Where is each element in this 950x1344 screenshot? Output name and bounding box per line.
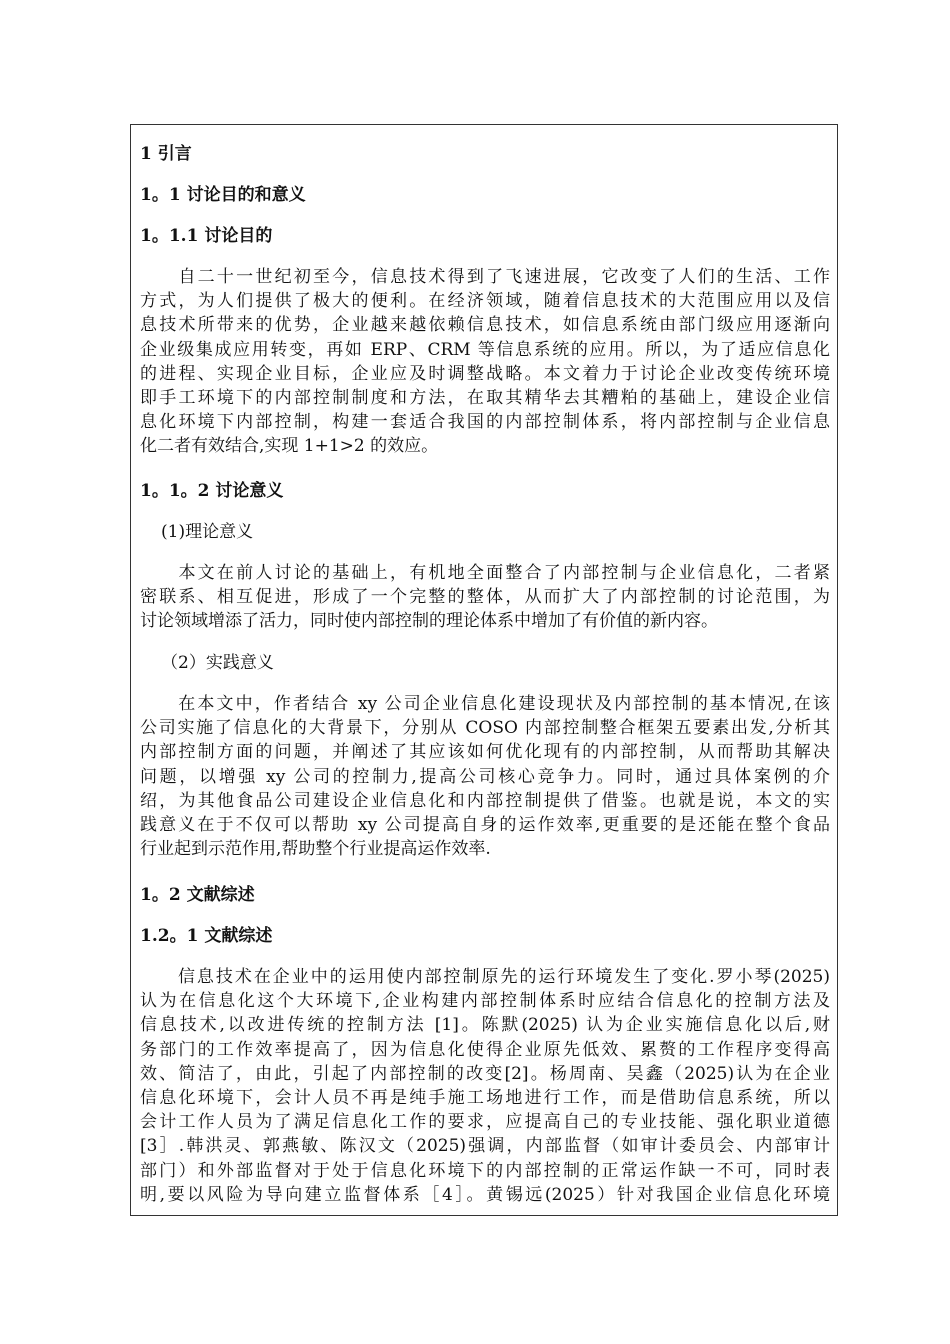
paragraph-line: 讨论领域增添了活力，同时使内部控制的理论体系中增加了有价值的新内容。	[140, 611, 718, 632]
paragraph-line: 化二者有效结合,实现 1+1>2 的效应。	[140, 436, 439, 457]
paragraph-line: 本文在前人讨论的基础上，有机地全面整合了内部控制与企业信息化，二者紧	[140, 563, 830, 583]
paragraph-line: 信息技术在企业中的运用使内部控制原先的运行环境发生了变化.罗小琴(2025)	[140, 967, 830, 987]
paragraph-line: 效、简洁了，由此，引起了内部控制的改变[2]。杨周南、吴鑫（2025)认为在企业	[140, 1063, 830, 1084]
paragraph-line: 践意义在于不仅可以帮助 xy 公司提高自身的运作效率,更重要的是还能在整个食品	[140, 815, 830, 836]
paragraph-line: 行业起到示范作用,帮助整个行业提高运作效率.	[140, 839, 491, 860]
paragraph-line: 部门）和外部监督对于处于信息化环境下的内部控制的正常运作缺一不可，同时表	[140, 1160, 830, 1181]
paragraph-line: 明,要以风险为导向建立监督体系［4］。黄锡远(2025）针对我国企业信息化环境	[140, 1184, 830, 1205]
paragraph-practice	[140, 692, 830, 861]
paragraph-line: 信息技术,以改进传统的控制方法 [1]。陈默(2025) 认为企业实施信息化以后,财	[140, 1015, 830, 1036]
paragraph-theory	[140, 561, 830, 634]
paragraph-line: 密联系、相互促进，形成了一个完整的整体，从而扩大了内部控制的讨论范围，为	[140, 587, 830, 608]
paragraph-line: 务部门的工作效率提高了，因为信息化使得企业原先低效、累赘的工作程序变得高	[140, 1039, 830, 1060]
heading-1-1-2-significance: 1。1。2 讨论意义	[140, 481, 284, 501]
document-frame	[130, 124, 838, 1216]
paragraph-review	[140, 965, 830, 1207]
paragraph-line: 公司实施了信息化的大背景下，分别从 COSO 内部控制整合框架五要素出发,分析其	[140, 718, 830, 739]
heading-1-2-1-literature-review: 1.2。1 文献综述	[140, 926, 273, 946]
paragraph-line: 方式，为人们提供了极大的便利。在经济领域，随着信息技术的大范围应用以及信	[140, 291, 830, 312]
paragraph-line: 内部控制方面的问题，并阐述了其应该如何优化现有的内部控制，从而帮助其解决	[140, 742, 830, 763]
paragraph-line: 息化环境下内部控制，构建一套适合我国的内部控制体系，将内部控制与企业信息	[140, 412, 830, 433]
paragraph-line: [3］.韩洪灵、郭燕敏、陈汉文（2025)强调，内部监督（如审计委员会、内部审计	[140, 1136, 830, 1157]
heading-1-2-literature-review: 1。2 文献综述	[140, 885, 255, 905]
heading-1-1-purpose-significance: 1。1 讨论目的和意义	[140, 185, 306, 205]
paragraph-line: 即手工环境下的内部控制制度和方法，在取其精华去其糟粕的基础上，建设企业信	[140, 388, 830, 409]
paragraph-line: 认为在信息化这个大环境下,企业构建内部控制体系时应结合信息化的控制方法及	[140, 991, 830, 1012]
paragraph-line: 息技术所带来的优势，企业越来越依赖信息技术，如信息系统由部门级应用逐渐向	[140, 315, 830, 336]
paragraph-line: 企业级集成应用转变，再如 ERP、CRM 等信息系统的应用。所以，为了适应信息化	[140, 339, 830, 360]
subheading-theory: (1)理论意义	[161, 522, 254, 542]
paragraph-line: 会计工作人员为了满足信息化工作的要求，应提高自己的专业技能、强化职业道德	[140, 1112, 830, 1133]
subheading-practice: （2）实践意义	[161, 653, 274, 673]
paragraph-line: 绍，为其他食品公司建设企业信息化和内部控制提供了借鉴。也就是说，本文的实	[140, 790, 830, 811]
paragraph-line: 在本文中，作者结合 xy 公司企业信息化建设现状及内部控制的基本情况,在该	[140, 694, 830, 714]
paragraph-line: 问题，以增强 xy 公司的控制力,提高公司核心竞争力。同时，通过具体案例的介	[140, 766, 830, 787]
paragraph-purpose	[140, 265, 830, 459]
heading-1-1-1-purpose: 1。1.1 讨论目的	[140, 226, 273, 246]
paragraph-line: 自二十一世纪初至今，信息技术得到了飞速进展，它改变了人们的生活、工作	[140, 267, 830, 287]
heading-1-introduction: 1 引言	[140, 144, 192, 164]
paragraph-line: 信息化环境下，会计人员不再是纯手施工场地进行工作，而是借助信息系统，所以	[140, 1088, 830, 1109]
paragraph-line: 的进程、实现企业目标，企业应及时调整战略。本文着力于讨论企业改变传统环境	[140, 363, 830, 384]
